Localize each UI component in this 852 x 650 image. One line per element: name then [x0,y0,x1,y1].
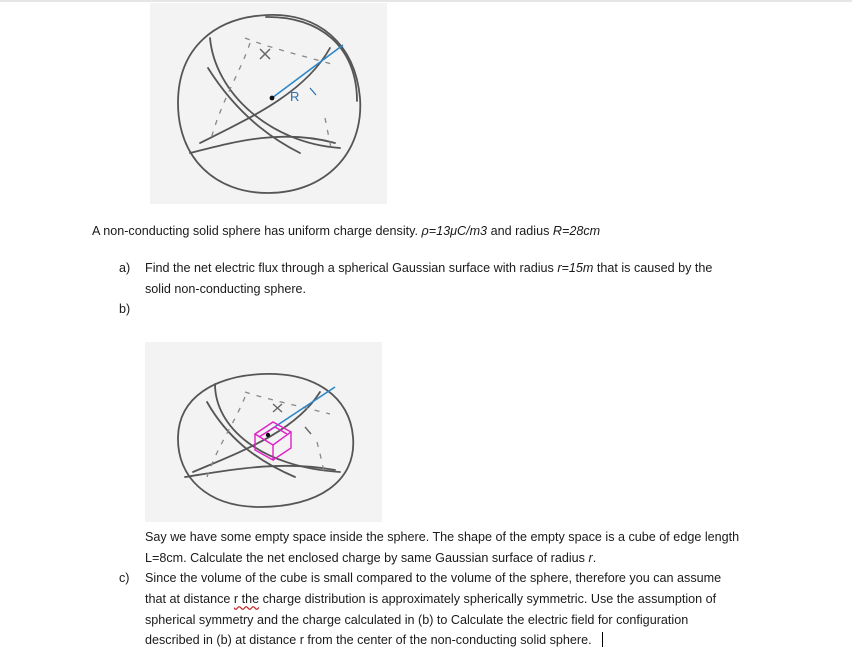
part-c-text-start: that at distance [145,592,234,606]
radius-label: R [290,89,300,104]
part-a-line-2: solid non-conducting sphere. [145,282,307,296]
part-c-line-1: Since the volume of the cube is small compared to the volume of the sphere, therefore you can assume [145,571,722,585]
part-b-line-2 [145,549,596,567]
gaussian-radius-var: r [588,551,593,565]
part-b-text: . Calculate the net enclosed charge by same Gaussian surface of radius [183,551,589,565]
gaussian-radius: r=15m [557,261,594,275]
cube-edge-length: L=8cm [145,551,184,565]
part-c-line-2 [145,590,716,608]
part-b-label: b) [119,302,131,316]
intro-text: A non-conducting solid sphere has uniform charge density. [92,224,418,238]
part-c-line-3: spherical symmetry and the charge calculated in (b) to Calculate the electric field for configuration [145,613,689,627]
text-cursor [602,632,604,647]
part-c-text-end: charge distribution is approximately spherically symmetric. Use the assumption of [259,592,717,606]
top-rule [0,0,852,2]
part-c-line-4[interactable] [145,631,603,649]
part-c-label: c) [119,571,130,585]
sphere-radius-figure [150,3,387,204]
and-radius-text: and radius [487,224,553,238]
problem-intro [92,222,600,240]
part-b-line-1: Say we have some empty space inside the sphere. The shape of the empty space is a cube of edge length [145,530,740,544]
charge-density: ρ=13μC/m3 [421,224,488,238]
sphere-radius: R=28cm [552,224,601,238]
spellcheck-underlined-text: r the [233,592,260,606]
part-c-text-final: described in (b) at distance r from the center of the non-conducting solid sphere. [145,633,592,647]
part-b-period: . [592,551,597,565]
part-a-line-1 [145,259,712,277]
part-a-label: a) [119,261,131,275]
part-a-text: Find the net electric flux through a spherical Gaussian surface with radius [145,261,558,275]
part-a-text-end: that is caused by the [593,261,713,275]
sphere-cavity-figure [145,342,382,522]
